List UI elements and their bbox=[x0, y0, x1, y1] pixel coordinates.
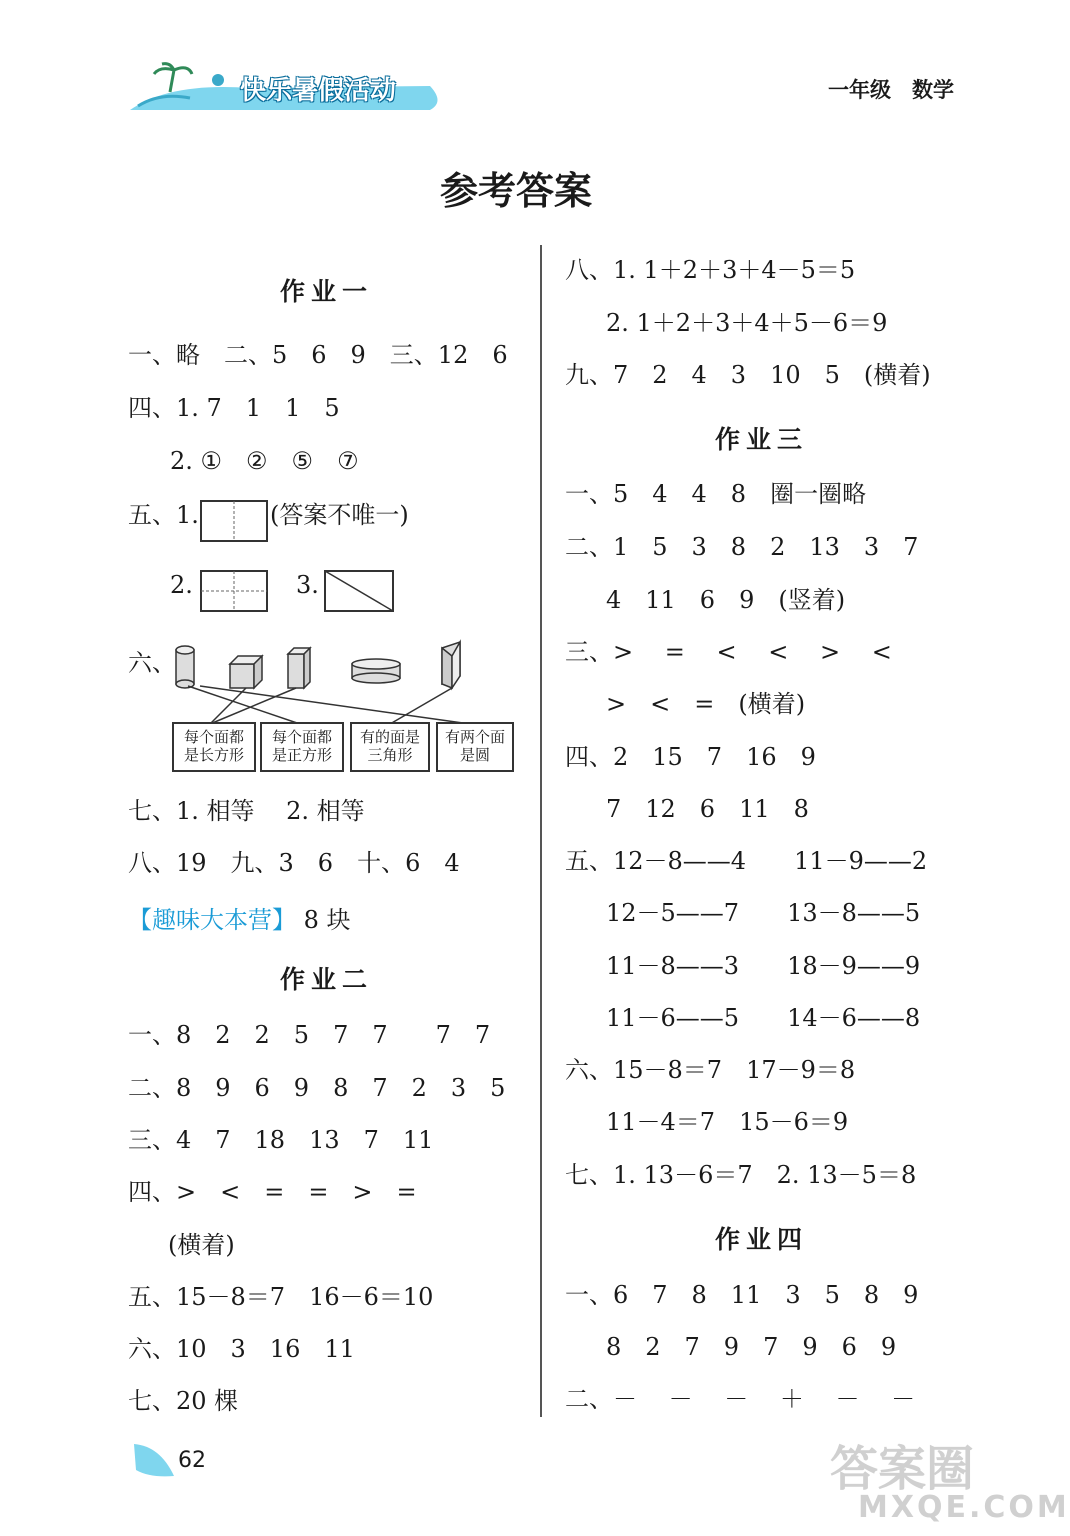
answer-line: 三、4 7 18 13 7 11 bbox=[128, 1126, 434, 1154]
page-title: 参考答案 bbox=[439, 168, 592, 213]
answer-line: 六、10 3 16 11 bbox=[128, 1335, 355, 1363]
fun-section bbox=[128, 900, 351, 935]
answer-line: 一、5 4 4 8 圈一圈略 bbox=[565, 480, 867, 508]
answer-line: 六、 bbox=[128, 649, 176, 677]
answer-line: 五、1. bbox=[128, 501, 199, 529]
answer-line: 三、> = < < > < bbox=[565, 638, 892, 666]
answer-line: 2. bbox=[170, 571, 193, 599]
rectangle-split-vertical bbox=[200, 500, 268, 542]
cylinder-icon bbox=[176, 646, 194, 688]
answer-line: 七、1. 相等 2. 相等 bbox=[128, 797, 365, 825]
grade-subject: 一年级 数学 bbox=[828, 77, 954, 102]
shape-label-box: 每个面都是长方形 bbox=[172, 722, 256, 772]
answer-line: 二、8 9 6 9 8 7 2 3 5 bbox=[128, 1074, 506, 1102]
answer-line: 二、－ － － ＋ － － bbox=[565, 1385, 916, 1413]
answer-line: 11－8——3 18－9——9 bbox=[606, 952, 921, 980]
section-heading-hw3: 作业三 bbox=[715, 425, 809, 454]
banner-title: 快乐暑假活动 bbox=[240, 76, 397, 106]
answer-line: 八、19 九、3 6 十、6 4 bbox=[128, 849, 460, 877]
page-corner-icon bbox=[130, 1440, 178, 1480]
answer-line: 七、20 棵 bbox=[128, 1387, 239, 1415]
answer-note: (答案不唯一) bbox=[270, 501, 409, 529]
section-heading-hw1: 作业一 bbox=[280, 277, 374, 306]
answer-line: 11－6——5 14－6——8 bbox=[606, 1004, 921, 1032]
triangular-prism-icon bbox=[442, 642, 460, 688]
watermark-logo: 答案圈 bbox=[830, 1441, 975, 1497]
answer-line: 2. 1＋2＋3＋4＋5－6＝9 bbox=[606, 309, 888, 337]
rectangle-split-diagonal bbox=[324, 570, 394, 612]
answer-line: 四、1. 7 1 1 5 bbox=[128, 394, 340, 422]
answer-line: 六、15－8＝7 17－9＝8 bbox=[565, 1056, 856, 1084]
cube-icon bbox=[230, 656, 262, 688]
section-heading-hw4: 作业四 bbox=[715, 1225, 809, 1254]
watermark-url: MXQE.COM bbox=[858, 1490, 1070, 1525]
shape-label-box: 每个面都是正方形 bbox=[260, 722, 344, 772]
fun-tag: 【趣味大本营】 bbox=[128, 906, 296, 934]
page-number: 62 bbox=[178, 1448, 206, 1473]
answer-line: 12－5——7 13－8——5 bbox=[606, 899, 921, 927]
section-heading-hw2: 作业二 bbox=[280, 965, 374, 994]
answer-line: 4 11 6 9 (竖着) bbox=[606, 586, 846, 614]
answer-line: 2. ① ② ⑤ ⑦ bbox=[170, 447, 359, 475]
answer-line: 一、略 二、5 6 9 三、12 6 bbox=[128, 341, 508, 369]
answer-line: 7 12 6 11 8 bbox=[606, 795, 809, 823]
answer-line: 一、6 7 8 11 3 5 8 9 bbox=[565, 1281, 919, 1309]
answer-line: > < = (横着) bbox=[606, 690, 806, 718]
answer-line: 二、1 5 3 8 2 13 3 7 bbox=[565, 533, 919, 561]
column-divider bbox=[540, 245, 542, 1417]
fun-answer: 8 块 bbox=[296, 906, 351, 934]
answer-line: 3. bbox=[296, 571, 319, 599]
answer-line: 五、12－8——4 11－9——2 bbox=[565, 847, 928, 875]
answer-line: 11－4＝7 15－6＝9 bbox=[606, 1108, 849, 1136]
rectangle-split-cross bbox=[200, 570, 268, 612]
shape-label-box: 有两个面是圆 bbox=[436, 722, 514, 772]
answer-line: 8 2 7 9 7 9 6 9 bbox=[606, 1333, 897, 1361]
answer-line: 八、1. 1＋2＋3＋4－5＝5 bbox=[565, 256, 856, 284]
answer-line: (横着) bbox=[168, 1231, 235, 1259]
answer-line: 五、15－8＝7 16－6＝10 bbox=[128, 1283, 434, 1311]
answer-line: 一、8 2 2 5 7 7 7 7 bbox=[128, 1021, 491, 1049]
answer-line: 九、7 2 4 3 10 5 (横着) bbox=[565, 361, 931, 389]
answer-line: 四、2 15 7 16 9 bbox=[565, 743, 816, 771]
shape-label-box: 有的面是三角形 bbox=[350, 722, 430, 772]
disc-icon bbox=[352, 659, 400, 683]
cuboid-icon bbox=[288, 648, 310, 688]
answer-line: 四、> < = = > = bbox=[128, 1178, 417, 1206]
answer-line: 七、1. 13－6＝7 2. 13－5＝8 bbox=[565, 1161, 917, 1189]
